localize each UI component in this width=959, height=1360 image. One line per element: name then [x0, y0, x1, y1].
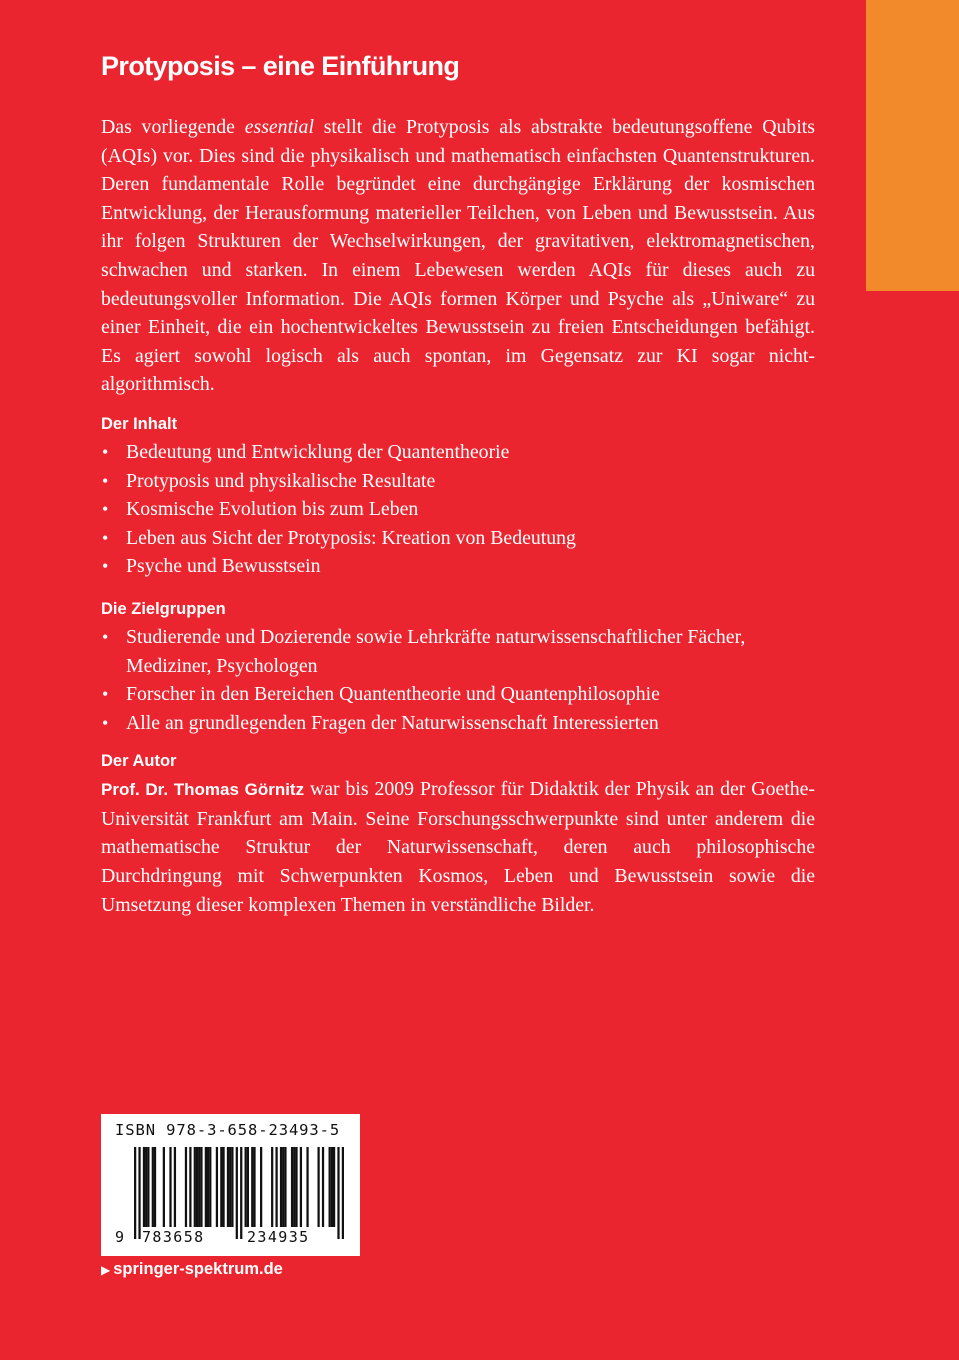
intro-body: stellt die Protyposis als abstrakte bedeutungsoffene Qubits (AQIs) vor. Dies sind die physikalisch und mathematisch einfachsten Quantenstrukturen. Deren fundamentale Rolle begründet eine durchgängige Erklärung der kosmischen Entwicklung, der Herausformung materieller Teilchen, von Leben und Bewusstsein. Aus ihr folgen Strukturen der Wechselwirkungen, der gravitativen, elektromagnetischen, schwachen und starken. In einem Lebewesen werden AQIs für dieses auch zu bedeutungsvoller Information. Die AQIs formen Körper und Psyche als „Uniware“ zu einer Einheit, die ein hochentwickeltes Bewusstsein zu freien Entscheidungen befähigt. Es agiert sowohl logisch als auch spontan, im Gegensatz zur KI sogar nicht-algorithmisch.	[101, 116, 816, 396]
barcode-bar	[174, 1147, 176, 1227]
barcode-bar	[196, 1147, 198, 1227]
bullet-icon: •	[102, 470, 109, 491]
barcode-bar	[209, 1147, 211, 1227]
barcode-bar	[300, 1147, 302, 1227]
barcode-bar	[207, 1147, 209, 1227]
zielgruppen-list	[101, 623, 815, 737]
barcode-bar	[147, 1147, 149, 1227]
barcode-bar	[291, 1147, 293, 1227]
barcode-bar	[275, 1147, 277, 1227]
back-cover-content	[101, 44, 815, 919]
barcode-bar	[337, 1147, 339, 1239]
barcode-bar	[295, 1147, 297, 1227]
ean-first-digit: 9	[115, 1228, 125, 1246]
barcode-bar	[240, 1147, 242, 1239]
barcode-bar	[143, 1147, 145, 1227]
barcode-bar	[280, 1147, 282, 1227]
barcode-bar	[222, 1147, 224, 1227]
list-item	[101, 709, 815, 738]
barcode-bar	[282, 1147, 284, 1227]
list-item-text: Leben aus Sicht der Protyposis: Kreation von Bedeutung	[126, 526, 576, 549]
barcode-bar	[194, 1147, 196, 1227]
zielgruppen-heading: Die Zielgruppen	[101, 599, 226, 618]
intro-lead: Das vorliegende	[101, 116, 245, 138]
list-item	[101, 623, 815, 680]
barcode-bar	[169, 1147, 171, 1227]
barcode-bar	[152, 1147, 154, 1227]
list-item-text: Studierende und Dozierende sowie Lehrkräfte naturwissenschaftlicher Fächer, Mediziner, Psychologen	[126, 625, 746, 677]
isbn-label: ISBN 978-3-658-23493-5	[115, 1121, 341, 1139]
barcode-bar	[342, 1147, 344, 1239]
list-item	[101, 438, 815, 467]
barcode-bar	[247, 1147, 249, 1227]
barcode-bar	[253, 1147, 255, 1227]
barcode-bar	[220, 1147, 222, 1227]
barcode-bar	[236, 1147, 238, 1239]
barcode-bar	[306, 1147, 308, 1227]
inhalt-list	[101, 438, 815, 581]
list-item	[101, 524, 815, 553]
intro-emphasis: essential	[244, 116, 314, 138]
author-name: Prof. Dr. Thomas Görnitz	[101, 780, 305, 800]
barcode-bar	[271, 1147, 273, 1227]
barcode-bar	[138, 1147, 140, 1239]
list-item-text: Bedeutung und Entwicklung der Quantentheorie	[126, 440, 510, 463]
barcode-bar	[293, 1147, 295, 1227]
barcode-bar	[251, 1147, 253, 1227]
ean-left-digits: 783658	[142, 1228, 205, 1246]
barcode-bar	[322, 1147, 324, 1227]
barcode-bar	[260, 1147, 262, 1227]
list-item	[101, 680, 815, 709]
barcode-bars	[134, 1147, 344, 1239]
author-bio: war bis 2009 Professor für Didaktik der Physik an der Goethe-Universität Frankfurt am Main. Seine Forschungsschwerpunkte sind unter anderem die mathematische Struktur der Naturwissenschaft, deren auch philosophische Durchdringung mit Schwerpunkten Kosmos, Leben und Bewusstsein sowie die Umsetzung dieser komplexen Themen in verständliche Bilder.	[101, 778, 815, 916]
barcode-bar	[284, 1147, 286, 1227]
barcode-bar	[154, 1147, 156, 1227]
publisher-website[interactable]	[101, 1260, 283, 1279]
barcode-bar	[185, 1147, 187, 1227]
arrow-right-icon: ▶	[101, 1263, 111, 1277]
list-item-text: Alle an grundlegenden Fragen der Naturwissenschaft Interessierten	[126, 711, 659, 734]
bullet-icon: •	[102, 527, 109, 548]
barcode-bar	[205, 1147, 207, 1227]
intro-paragraph	[101, 113, 815, 399]
inhalt-heading: Der Inhalt	[101, 414, 178, 433]
isbn-barcode	[101, 1114, 360, 1256]
barcode-bar	[229, 1147, 231, 1227]
barcode-bar	[317, 1147, 319, 1227]
autor-heading: Der Autor	[101, 752, 177, 771]
barcode-bar	[198, 1147, 200, 1227]
barcode-bar	[216, 1147, 218, 1227]
barcode-bar	[245, 1147, 247, 1227]
bullet-icon: •	[102, 556, 109, 577]
list-item	[101, 552, 815, 581]
list-item-text: Protyposis und physikalische Resultate	[126, 469, 436, 492]
barcode-bar	[163, 1147, 165, 1227]
website-url: springer-spektrum.de	[113, 1260, 283, 1278]
list-item	[101, 467, 815, 496]
list-item-text: Kosmische Evolution bis zum Leben	[126, 498, 419, 521]
bullet-icon: •	[102, 684, 109, 705]
barcode-bar	[134, 1147, 136, 1239]
list-item-text: Forscher in den Bereichen Quantentheorie und Quantenphilosophie	[126, 683, 660, 706]
orange-color-tab	[866, 0, 959, 291]
bullet-icon: •	[102, 441, 109, 462]
barcode-bar	[227, 1147, 229, 1227]
bullet-icon: •	[102, 712, 109, 733]
barcode-bar	[329, 1147, 331, 1227]
bullet-icon: •	[102, 499, 109, 520]
list-item-text: Psyche und Bewusstsein	[126, 555, 321, 578]
barcode-bar	[231, 1147, 233, 1227]
barcode-bar	[200, 1147, 202, 1227]
barcode-bar	[331, 1147, 333, 1227]
author-paragraph	[101, 775, 815, 919]
ean-right-digits: 234935	[247, 1228, 310, 1246]
book-title: Protyposis – eine Einführung	[101, 51, 460, 81]
list-item	[101, 495, 815, 524]
barcode-bar	[189, 1147, 191, 1227]
bullet-icon: •	[102, 626, 109, 647]
barcode-bar	[145, 1147, 147, 1227]
barcode-bar	[333, 1147, 335, 1227]
